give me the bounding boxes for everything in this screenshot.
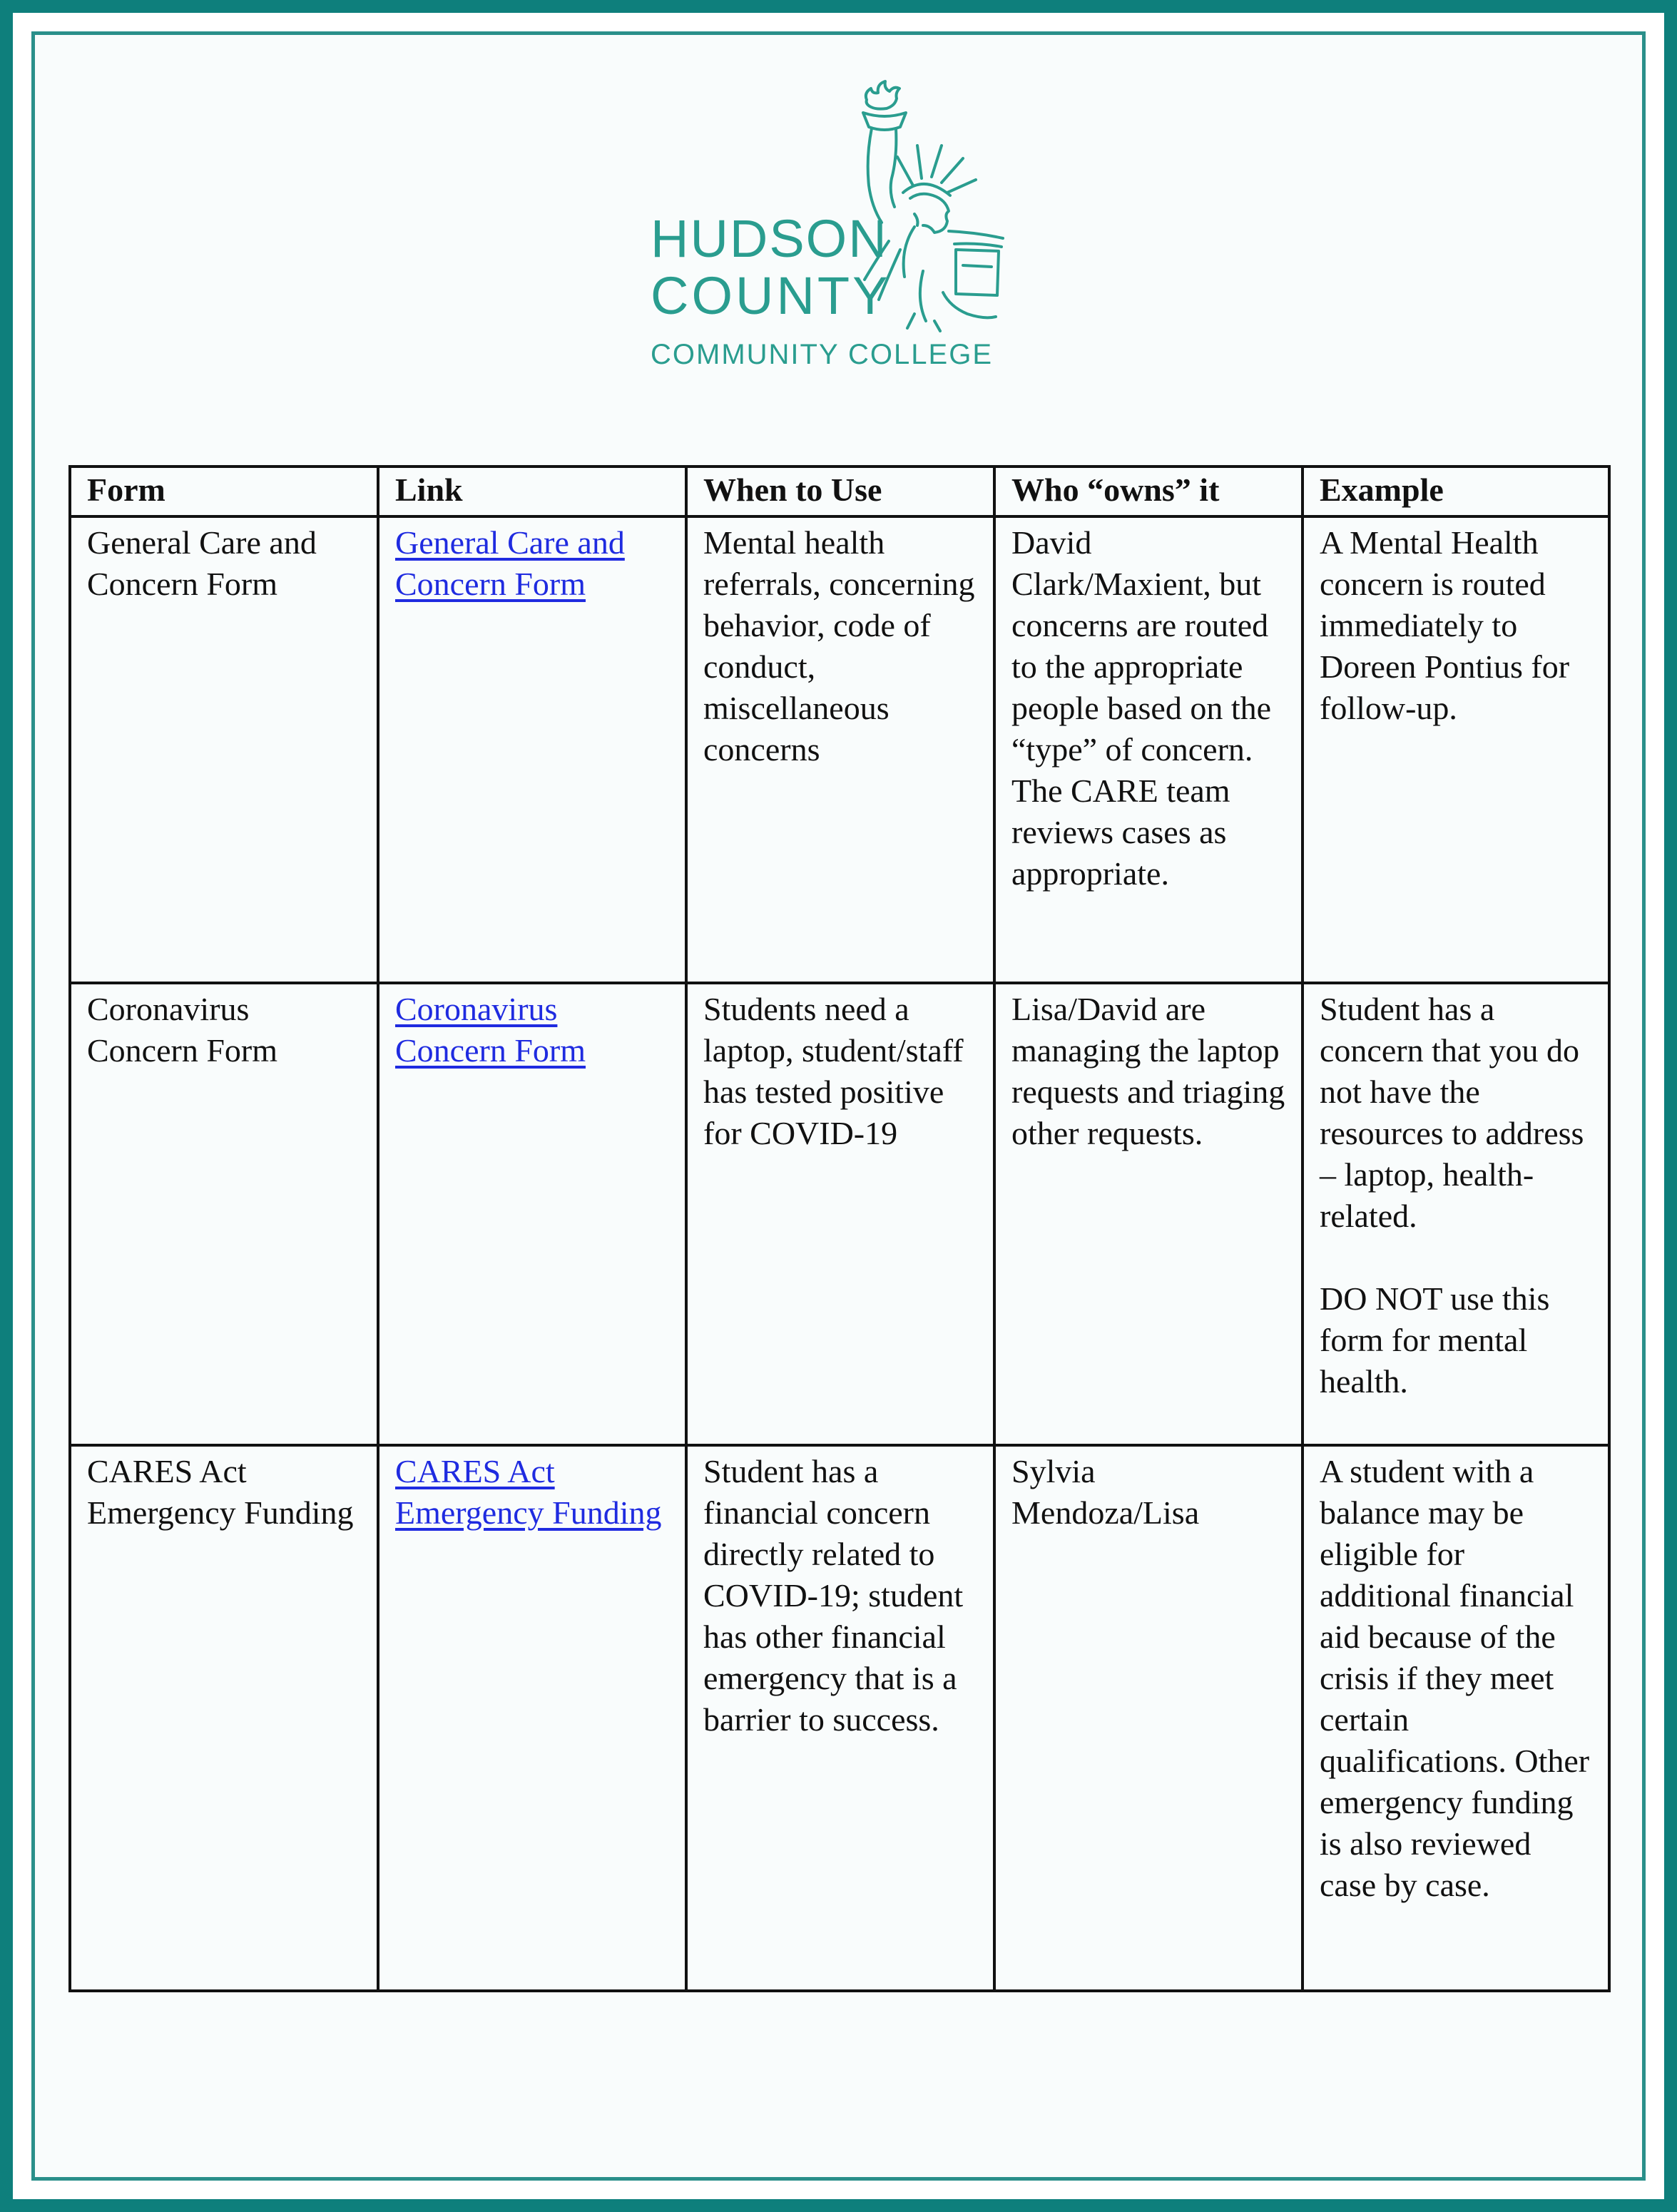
when-to-use-cell: Students need a laptop, student/staff has tested positive for COVID-19 <box>686 983 994 1445</box>
link-cell <box>378 516 686 983</box>
table-header-row <box>70 467 1609 516</box>
coronavirus-form-link[interactable]: Coronavirus Concern Form <box>395 991 586 1069</box>
owner-cell: Sylvia Mendoza/Lisa <box>994 1445 1303 1991</box>
example-text: Student has a concern that you do not have the resources to address – laptop, health-related. <box>1320 991 1584 1234</box>
header-when-to-use: When to Use <box>686 467 994 516</box>
link-cell <box>378 1445 686 1991</box>
cares-act-funding-link[interactable]: CARES Act Emergency Funding <box>395 1453 662 1531</box>
owner-cell: Lisa/David are managing the laptop requests and triaging other requests. <box>994 983 1303 1445</box>
statue-of-liberty-icon <box>649 78 1056 392</box>
table-row <box>70 1445 1609 1991</box>
example-note: DO NOT use this form for mental health. <box>1320 1280 1550 1400</box>
logo-line1: HUDSON <box>651 209 888 268</box>
logo-line2: COUNTY <box>651 266 891 325</box>
form-name-cell: Coronavirus Concern Form <box>70 983 378 1445</box>
table-row <box>70 516 1609 983</box>
header-link: Link <box>378 467 686 516</box>
header-form: Form <box>70 467 378 516</box>
link-cell <box>378 983 686 1445</box>
form-name-cell: General Care and Concern Form <box>70 516 378 983</box>
table-row <box>70 983 1609 1445</box>
logo-line3: COMMUNITY COLLEGE <box>651 339 993 370</box>
when-to-use-cell: Mental health referrals, concerning behavior, code of conduct, miscellaneous concerns <box>686 516 994 983</box>
general-care-form-link[interactable]: General Care and Concern Form <box>395 524 625 602</box>
form-name-cell: CARES Act Emergency Funding <box>70 1445 378 1991</box>
header-owner: Who “owns” it <box>994 467 1303 516</box>
header-example: Example <box>1303 467 1609 516</box>
example-cell <box>1303 983 1609 1445</box>
when-to-use-cell: Student has a financial concern directly related to COVID-19; student has other financial emergency that is a barrier to success. <box>686 1445 994 1991</box>
forms-table <box>68 465 1611 1992</box>
owner-cell: David Clark/Maxient, but concerns are routed to the appropriate people based on the “type” of concern. The CARE team reviews cases as appropriate. <box>994 516 1303 983</box>
example-cell: A student with a balance may be eligible for additional financial aid because of the crisis if they meet certain qualifications. Other emergency funding is also reviewed case by case. <box>1303 1445 1609 1991</box>
example-cell: A Mental Health concern is routed immediately to Doreen Pontius for follow-up. <box>1303 516 1609 983</box>
college-logo <box>649 78 1056 392</box>
